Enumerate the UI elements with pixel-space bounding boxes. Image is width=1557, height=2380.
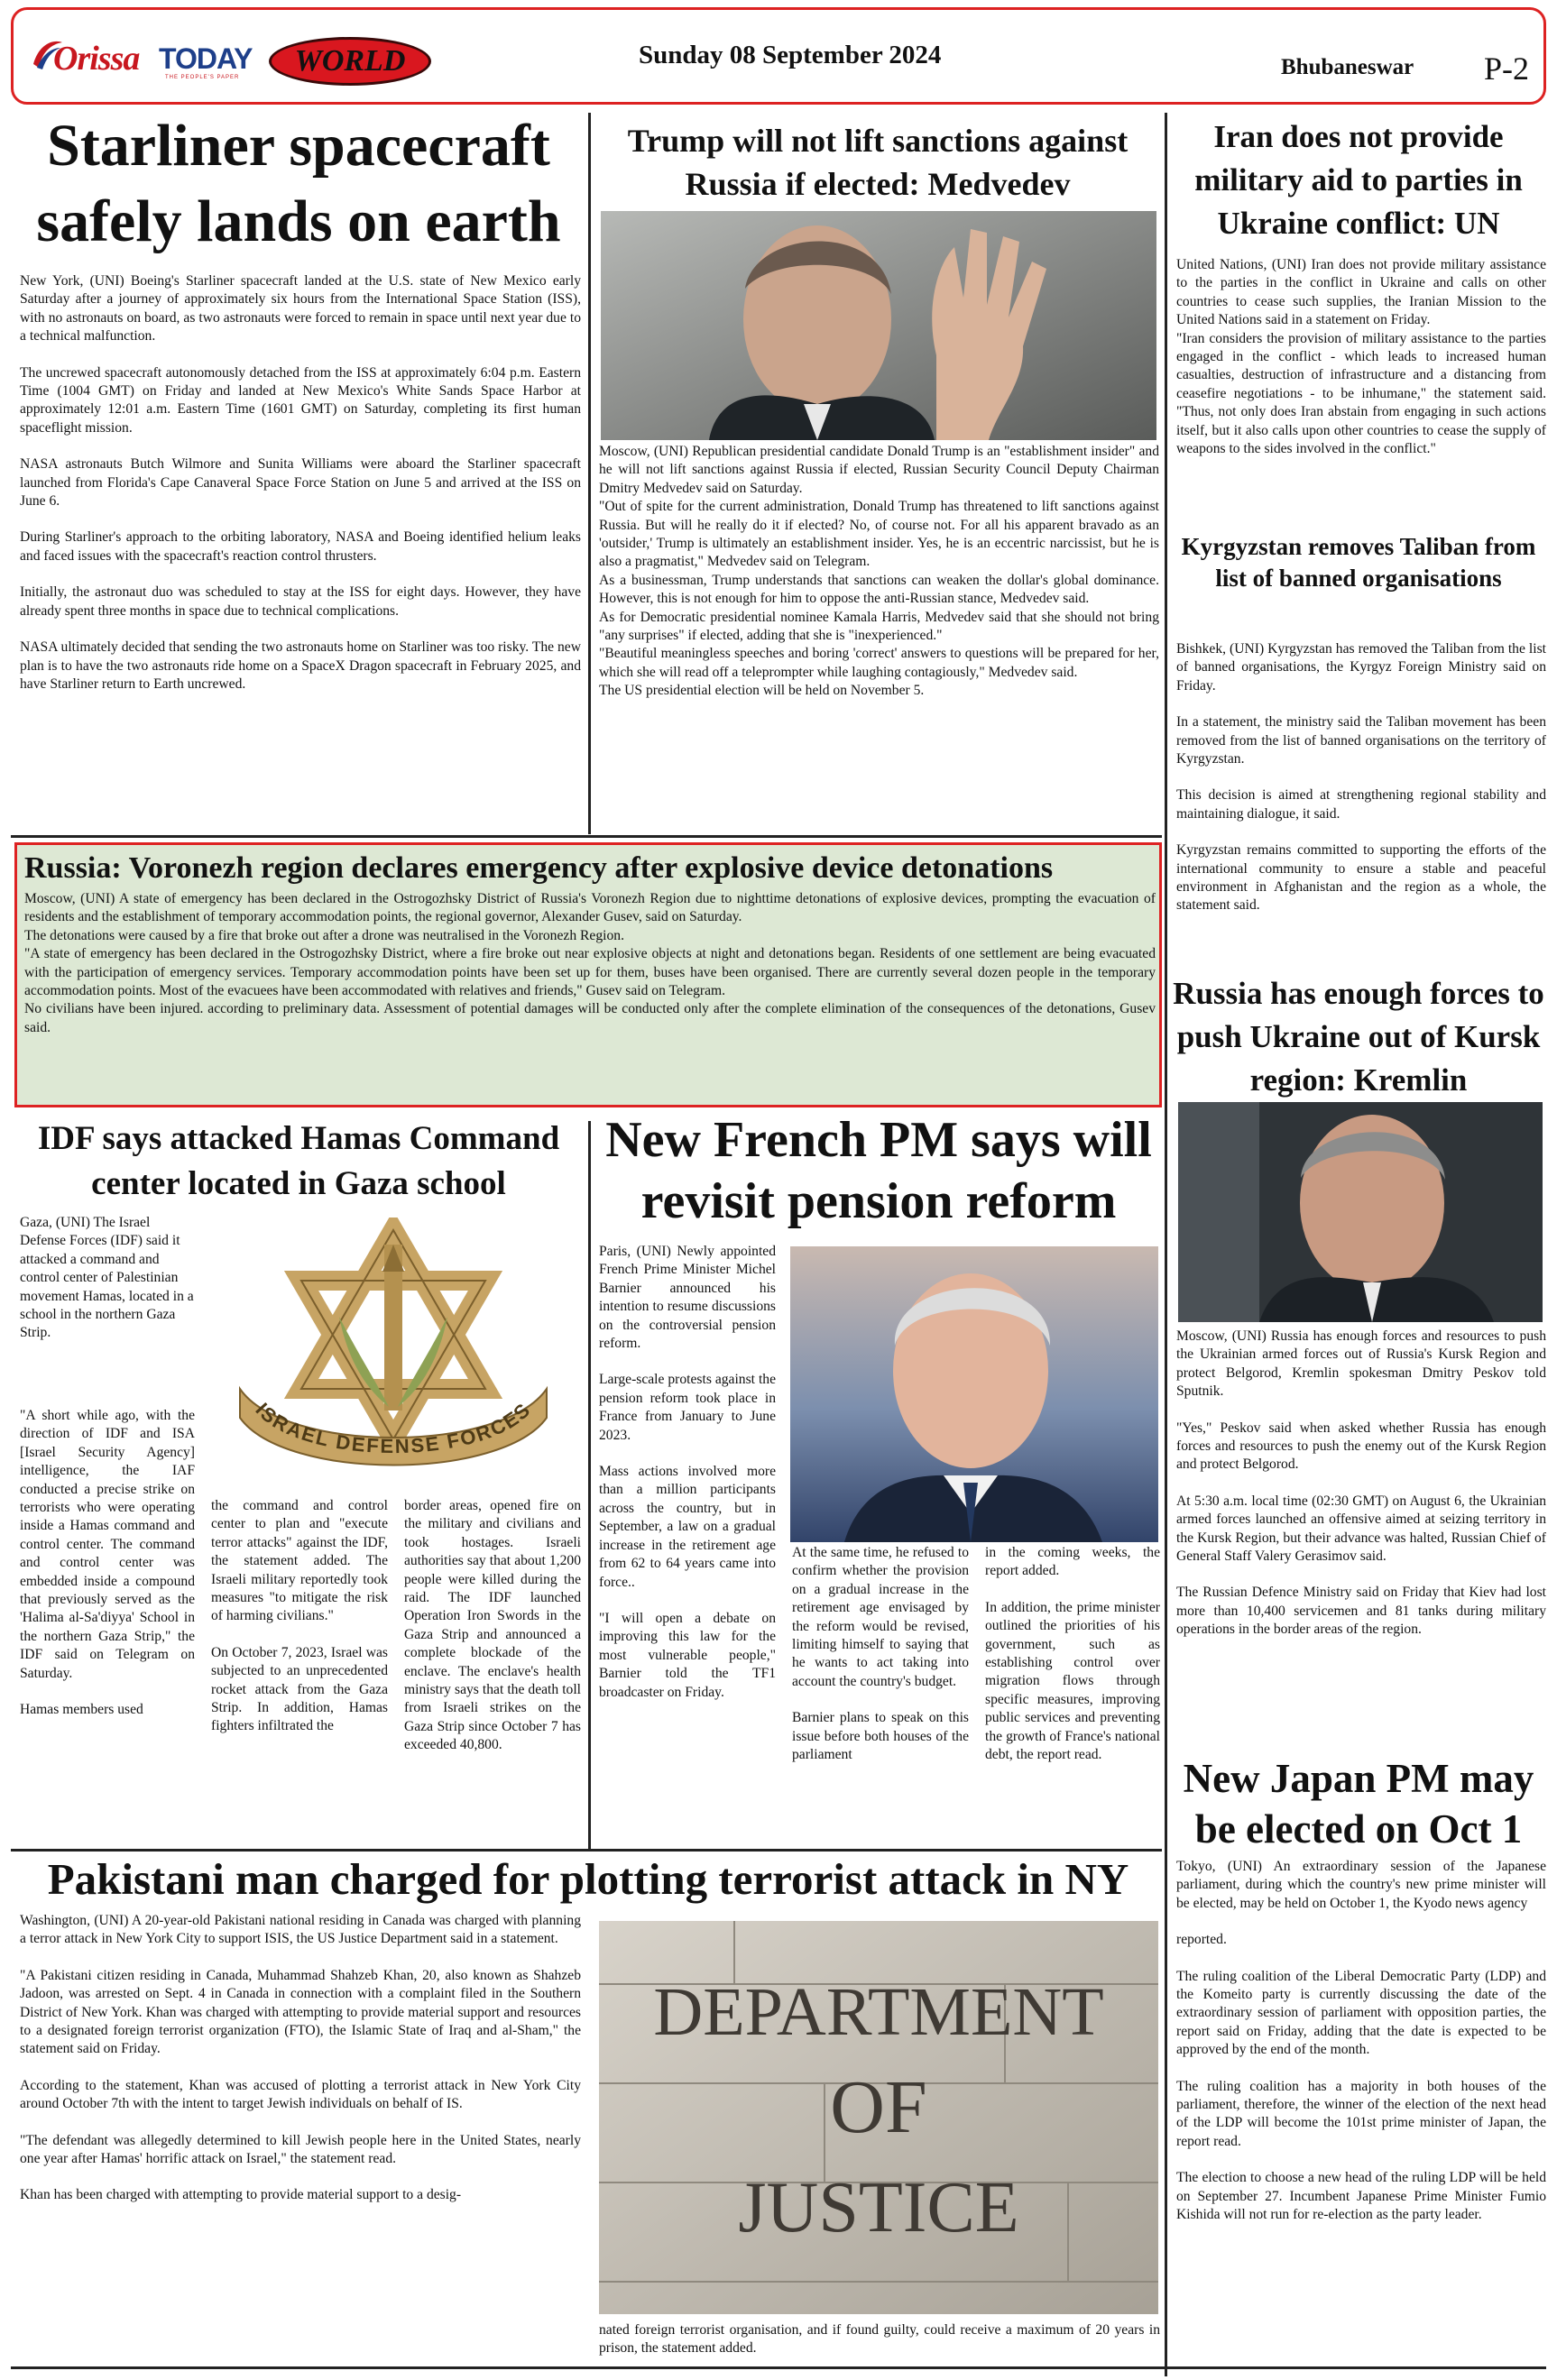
paragraph: the command and control center to plan and "execute terror attacks" against the IDF, the statement added. The Israeli military reportedly took measures "to mitigate the risk of harming civilians." bbox=[211, 1498, 388, 1624]
headline-iran: Iran does not provide military aid to parties in Ukraine conflict: UN bbox=[1194, 119, 1523, 241]
paragraph: On October 7, 2023, Israel was subjected to an unprecedented rocket attack from the Gaza Strip. In addition, Hamas fighters infiltrated the bbox=[211, 1644, 388, 1734]
idf-col1 bbox=[20, 1407, 195, 1720]
section-divider bbox=[11, 2366, 1546, 2369]
peskov-photo bbox=[1178, 1102, 1543, 1322]
paragraph: Initially, the astronaut duo was scheduled to stay at the ISS for eight days. However, they have already spent three months in space due to technical complications. bbox=[20, 584, 581, 619]
paragraph: NASA ultimately decided that sending the two astronauts home on Starliner was too risky. The new plan is to have the two astronauts ride home on a SpaceX Dragon spacecraft in February 2025, and have Starliner return to Earth uncrewed. bbox=[20, 639, 581, 692]
paragraph: "A short while ago, with the direction of IDF and ISA [Israel Security Agency] intelligence, the IAF conducted a precise strike on terrorists who were operating inside a Hamas command and control center. The command and control center was embedded inside a compound that previously served as the 'Halima al-Sa'diyya' School in the northern Gaza Strip," the IDF said on Telegram on Saturday. bbox=[20, 1408, 195, 1681]
headline-japan: New Japan PM may be elected on Oct 1 bbox=[1183, 1756, 1534, 1852]
trump-body bbox=[599, 443, 1159, 701]
french-col3 bbox=[985, 1544, 1160, 1764]
paragraph: in the coming weeks, the report added. bbox=[985, 1545, 1160, 1579]
column-divider bbox=[1165, 113, 1167, 2376]
pakistani-continuation: nated foreign terrorist organisation, and if found guilty, could receive a maximum of 20 years in prison, the statement added. bbox=[599, 2322, 1160, 2357]
logo-orissa: Orissa bbox=[53, 40, 140, 78]
masthead bbox=[11, 7, 1546, 105]
paragraph: The Russian Defence Ministry said on Friday that Kiev had lost more than 10,400 servicemen and 81 tanks during military operations in the border areas of the region. bbox=[1176, 1585, 1546, 1638]
paragraph: "A Pakistani citizen residing in Canada, Muhammad Shahzeb Khan, 20, also known as Shahzeb Jadoon, was arrested on Sept. 4 in Canada in connection with a complaint filed in the Southern District of New York. Khan was charged with attempting to provide material support and resources to a designated foreign terrorist organization (FTO), the Islamic State of Iraq and al-Sham," the statement said on Friday. bbox=[20, 1967, 581, 2057]
pakistani-body bbox=[20, 1912, 581, 2205]
section-divider bbox=[11, 835, 1162, 838]
headline-trump: Trump will not lift sanctions against Russia if elected: Medvedev bbox=[627, 123, 1129, 202]
french-col1 bbox=[599, 1243, 776, 1702]
paragraph: NASA astronauts Butch Wilmore and Sunita Williams were aboard the Starliner spacecraft launched from Florida's Cape Canaveral Space Force Station on June 5 and arrived at the ISS on June 6. bbox=[20, 456, 581, 510]
paragraph: During Starliner's approach to the orbiting laboratory, NASA and Boeing identified helium leaks and faced issues with the spacecraft's reaction control thrusters. bbox=[20, 529, 581, 564]
paragraph: Tokyo, (UNI) An extraordinary session of the Japanese parliament, during which the country's new prime minister will be elected, may be held on October 1, the Kyodo news agency bbox=[1176, 1859, 1546, 1911]
sign-line: OF bbox=[830, 2065, 927, 2149]
paragraph: border areas, opened fire on the military and civilians and took hostages. Israeli authorities say that about 1,200 people were killed during the raid. The IDF launched Operation Iron Swords in the Gaza Strip and announced a complete blockade of the enclave. The enclave's health ministry says that the death toll from Israeli strikes on the Gaza Strip since October 7 has exceeded 40,800. bbox=[404, 1498, 581, 1753]
sign-line: JUSTICE bbox=[738, 2168, 1019, 2247]
paragraph: The uncrewed spacecraft autonomously detached from the ISS at approximately 6:04 p.m. Eastern Time (1004 GMT) on Friday and landed at New Mexico's White Sands Space Harbor at approximately 12:01 a.m. Eastern Time (1601 GMT) on Saturday, completing its first human spaceflight mission. bbox=[20, 364, 581, 436]
starliner-body bbox=[20, 272, 581, 694]
paragraph: "Yes," Peskov said when asked whether Russia has enough forces and resources to push the enemy out of the Kursk Region and protect Belgorod. bbox=[1176, 1420, 1546, 1473]
paragraph: This decision is aimed at strengthening regional stability and maintaining dialogue, it said. bbox=[1176, 787, 1546, 822]
section-divider bbox=[11, 1849, 1162, 1852]
paragraph: "A state of emergency has been declared in the Ostrogozhsky District, where a fire broke out near explosive objects at night and detonations began. Residents of one settlement are being evacuated with the participation of emergency services. Temporary accommodation points have been set up for them, buses have been organised. There are currently several dozen people in the temporary accommodation points. Most of the evacuees have been accommodated with relatives and friends," Gusev said on Telegram. bbox=[24, 946, 1156, 999]
section-badge: WORLD bbox=[269, 37, 431, 86]
paragraph: Moscow, (UNI) Republican presidential candidate Donald Trump is an "establishment insider" and he will not lift sanctions against Russia if elected, Russian Security Council Deputy Chairman Dmitry Medvedev said on Saturday. bbox=[599, 444, 1159, 496]
idf-emblem bbox=[204, 1218, 583, 1492]
paragraph: As a businessman, Trump understands that sanctions can weaken the dollar's global dominance. However, this is not enough for him to oppose the anti-Russian stance, Medvedev said. bbox=[599, 572, 1159, 607]
paragraph: New York, (UNI) Boeing's Starliner spacecraft landed at the U.S. state of New Mexico early Saturday after a journey of approximately six hours from the International Space Station (ISS), with no astronauts on board, as two astronauts were forced to remain in space until next year due to a technical malfunction. bbox=[20, 273, 581, 345]
paragraph: According to the statement, Khan was accused of plotting a terrorist attack in New York City around October 7th with the intent to target Jewish individuals on behalf of IS. bbox=[20, 2077, 581, 2112]
issue-date: Sunday 08 September 2024 bbox=[639, 41, 942, 69]
headline-french-pm: New French PM says will revisit pension reform bbox=[605, 1112, 1152, 1229]
kursk-body bbox=[1176, 1328, 1546, 1640]
paragraph: reported. bbox=[1176, 1932, 1227, 1948]
emblem-text: ISRAEL DEFENSE FORCES bbox=[251, 1397, 536, 1458]
paragraph: In a statement, the ministry said the Taliban movement has been removed from the list of banned organisations on the territory of Kyrgyzstan. bbox=[1176, 714, 1546, 767]
paragraph: "Beautiful meaningless speeches and boring 'correct' answers to questions will be prepared for her, which she will read off a teleprompter while laughing contagiously," Medvedev said. bbox=[599, 646, 1159, 680]
paragraph: Barnier plans to speak on this issue before both houses of the parliament bbox=[792, 1710, 969, 1763]
barnier-photo bbox=[790, 1246, 1158, 1542]
page-number: P-2 bbox=[1484, 51, 1530, 87]
headline-voronezh: Russia: Voronezh region declares emergency after explosive device detonations bbox=[24, 851, 1054, 885]
paragraph: Hamas members used bbox=[20, 1702, 143, 1718]
paragraph: "Out of spite for the current administration, Donald Trump has threatened to lift sanctions against Russia. But will he really do it if elected? No, of course not. For all his apparent bravado as an 'outsider,' Trump is ultimately an establishment insider. Yes, he is an eccentric narcissist, but he is also a pragmatist," Medvedev said on Telegram. bbox=[599, 499, 1159, 570]
paragraph: Large-scale protests against the pension reform took place in France from January to June 2023. bbox=[599, 1372, 776, 1443]
idf-intro: Gaza, (UNI) The Israel Defense Forces (IDF) said it attacked a command and control center of Palestinian movement Hamas, located in a school in the northern Gaza Strip. bbox=[20, 1215, 194, 1341]
newspaper-logo[interactable] bbox=[30, 30, 251, 86]
paragraph: At the same time, he refused to confirm whether the provision on a gradual increase in the retirement age envisaged by the reform would be revised, limiting himself to saying that he wants to act taking into account the country's budget. bbox=[792, 1545, 969, 1689]
headline-idf: IDF says attacked Hamas Command center located in Gaza school bbox=[37, 1120, 560, 1202]
article-voronezh-emergency bbox=[14, 842, 1162, 1107]
idf-col3 bbox=[404, 1497, 581, 1755]
kyrgyzstan-body bbox=[1176, 640, 1546, 915]
column-divider bbox=[588, 113, 591, 834]
paragraph: The ruling coalition of the Liberal Democratic Party (LDP) and the Komeito party is currently discussing the date of the extraordinary session of parliament with opposition parties, the report said on Friday, adding that the date is expected to be approved by the end of the month. bbox=[1176, 1968, 1546, 2058]
iran-body bbox=[1176, 256, 1546, 458]
logo-tagline: THE PEOPLE'S PAPER bbox=[165, 75, 240, 80]
french-col2 bbox=[792, 1544, 969, 1764]
idf-col2 bbox=[211, 1497, 388, 1736]
paragraph: "I will open a debate on improving this law for the most vulnerable people," Barnier told the TF1 broadcaster on Friday. bbox=[599, 1610, 776, 1700]
paragraph: The election to choose a new head of the ruling LDP will be held on September 27. Incumbent Japanese Prime Minister Fumio Kishida will not run for re-election as the party leader. bbox=[1176, 2170, 1546, 2223]
paragraph: Moscow, (UNI) Russia has enough forces and resources to push the Ukrainian armed forces out of Russia's Kursk Region and protect Belgorod, Kremlin spokesman Dmitry Peskov told Sputnik. bbox=[1176, 1328, 1546, 1400]
paragraph: Kyrgyzstan remains committed to supporting the efforts of the international community to ensure a stable and peaceful environment in Afghanistan and the region as a whole, the statement said. bbox=[1176, 842, 1546, 914]
paragraph: As for Democratic presidential nominee Kamala Harris, Medvedev said that she should not bring "any surprises" if elected, adding that she is "inexperienced." bbox=[599, 609, 1159, 644]
department-of-justice-photo bbox=[599, 1921, 1158, 2314]
paragraph: Washington, (UNI) A 20-year-old Pakistani national residing in Canada was charged with planning a terror attack in New York City to support ISIS, the US Justice Department said in a statement. bbox=[20, 1913, 581, 1947]
paragraph: Moscow, (UNI) A state of emergency has been declared in the Ostrogozhsky District of Russia's Voronezh Region due to nighttime detonations of explosive devices, prompting the evacuation of residents and the establishment of temporary accommodation points, the regional governor, Alexander Gusev, said on Saturday. bbox=[24, 891, 1156, 925]
paragraph: The US presidential election will be held on November 5. bbox=[599, 683, 925, 699]
paragraph: Paris, (UNI) Newly appointed French Prime Minister Michel Barnier announced his intention to resume discussions on the controversial pension reform. bbox=[599, 1244, 776, 1352]
paragraph: In addition, the prime minister outlined the priorities of his government, such as establishing control over migration flows through specific measures, improving public services and preventing the growth of France's national debt, the report read. bbox=[985, 1599, 1160, 1763]
paragraph: United Nations, (UNI) Iran does not provide military assistance to the parties in the conflict in Ukraine and calls on other countries to cease such supplies, the Iranian Mission to the United Nations said in a statement on Friday. bbox=[1176, 257, 1546, 328]
japan-body bbox=[1176, 1858, 1546, 2225]
paragraph: "The defendant was allegedly determined to kill Jewish people here in the United States, nearly one year after Hamas' horrific attack on Israel," the statement read. bbox=[20, 2132, 581, 2167]
voronezh-body bbox=[24, 890, 1156, 1037]
paragraph: At 5:30 a.m. local time (02:30 GMT) on August 6, the Ukrainian armed forces launched an offensive aimed at seizing territory in the Kursk Region, but their advance was halted, Russian Chief of General Staff Valery Gerasimov said. bbox=[1176, 1493, 1546, 1565]
sign-line: DEPARTMENT bbox=[653, 1974, 1104, 2050]
headline-kyrgyzstan: Kyrgyzstan removes Taliban from list of banned organisations bbox=[1181, 533, 1536, 592]
headline-kursk: Russia has enough forces to push Ukraine out of Kursk region: Kremlin bbox=[1173, 976, 1544, 1098]
logo-today: TODAY bbox=[159, 42, 253, 75]
paragraph: Bishkek, (UNI) Kyrgyzstan has removed the Taliban from the list of banned organisations, the Kyrgyz Foreign Ministry said on Friday. bbox=[1176, 641, 1546, 694]
paragraph: Khan has been charged with attempting to provide material support to a desig- bbox=[20, 2187, 462, 2203]
column-divider bbox=[588, 1121, 591, 1849]
headline-starliner: Starliner spacecraft safely lands on earth bbox=[36, 113, 561, 254]
paragraph: Mass actions involved more than a million participants across the country, but in September, a law on a gradual increase in the retirement age from 62 to 64 years came into force.. bbox=[599, 1464, 776, 1590]
headline-pakistani: Pakistani man charged for plotting terrorist attack in NY bbox=[47, 1854, 1129, 1904]
edition-city: Bhubaneswar bbox=[1281, 55, 1414, 79]
paragraph: The detonations were caused by a fire that broke out after a drone was neutralised in the Voronezh Region. bbox=[24, 927, 624, 943]
paragraph: No civilians have been injured. according to preliminary data. Assessment of potential damages will be conducted only after the complete elimination of the consequences of the detonations, Gusev said. bbox=[24, 1001, 1156, 1035]
paragraph: "Iran considers the provision of military assistance to the parties engaged in the conflict - which leads to increased human casualties, destruction of infrastructure and a distancing from ceasefire negotiations - to be inhumane," the statement said. "Thus, not only does Iran abstain from engaging in such actions itself, but it also calls upon other countries to cease the supply of weapons to the sides involved in the conflict." bbox=[1176, 330, 1546, 457]
medvedev-photo bbox=[601, 211, 1156, 440]
paragraph: The ruling coalition has a majority in both houses of the parliament, therefore, the winner of the election of the next head of the LDP will become the 101st prime minister of Japan, the report read. bbox=[1176, 2078, 1546, 2149]
